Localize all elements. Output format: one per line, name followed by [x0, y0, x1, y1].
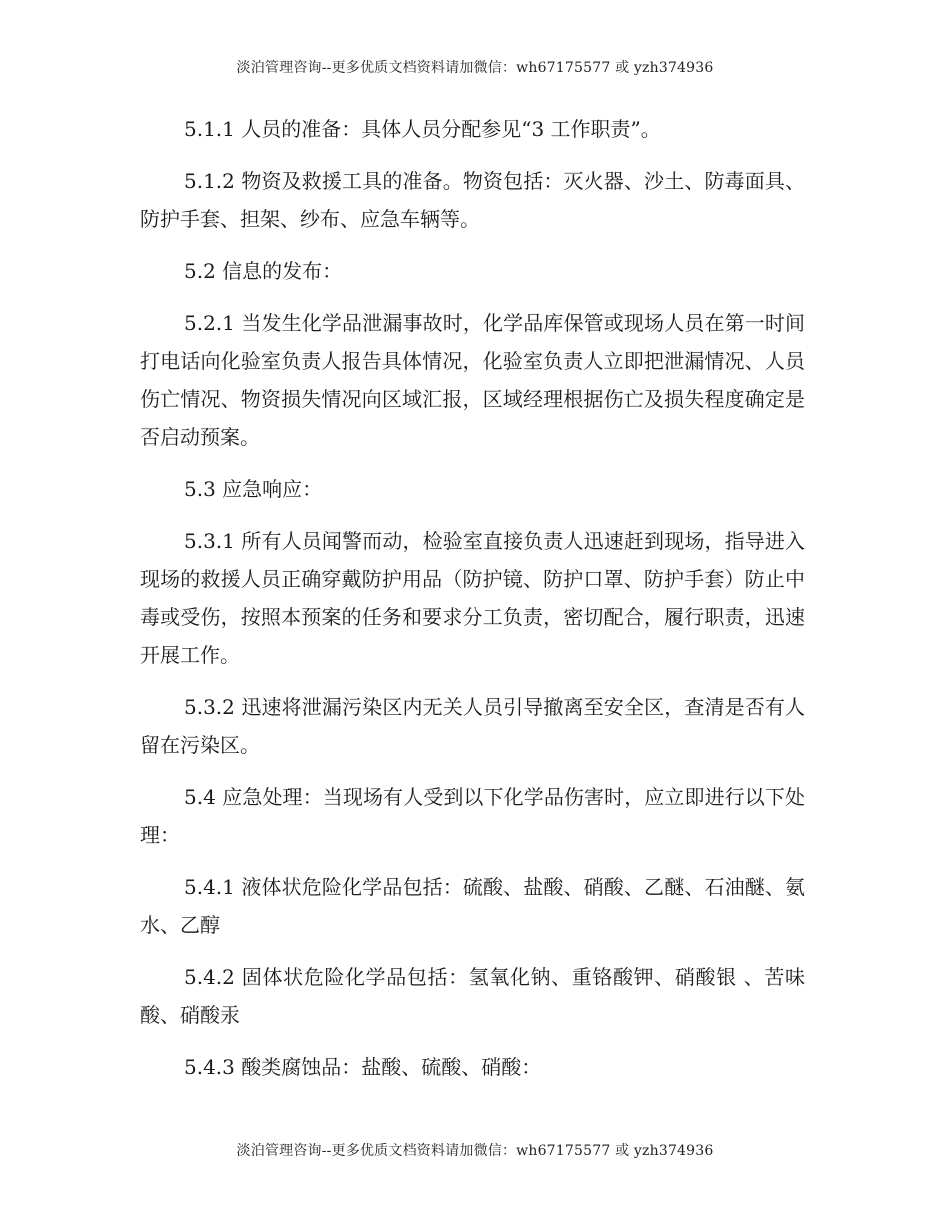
page-header: 淡泊管理咨询--更多优质文档资料请加微信：wh67175577 或 yzh374936	[236, 60, 714, 76]
paragraph-5-3: 5.3 应急响应：	[184, 477, 323, 501]
paragraph-5-4-3: 5.4.3 酸类腐蚀品：盐酸、硫酸、硝酸：	[184, 1055, 542, 1079]
paragraph-5-2-1: 5.2.1 当发生化学品泄漏事故时，化学品库保管或现场人员在第一时间打电话向化验室负责人报告具体情况，化验室负责人立即把泄漏情况、人员伤亡情况、物资损失情况向区域汇报，区域经理根据伤亡及损失程度确定是否启动预案。	[140, 311, 805, 449]
paragraph-5-3-2: 5.3.2 迅速将泄漏污染区内无关人员引导撤离至安全区，查清是否有人留在污染区。	[140, 695, 805, 757]
paragraph-5-4: 5.4 应急处理：当现场有人受到以下化学品伤害时，应立即进行以下处理：	[140, 785, 805, 847]
paragraph-5-1-2: 5.1.2 物资及救援工具的准备。物资包括：灭火器、沙土、防毒面具、防护手套、担架、纱布、应急车辆等。	[140, 169, 805, 231]
paragraph-5-3-1: 5.3.1 所有人员闻警而动，检验室直接负责人迅速赶到现场，指导进入现场的救援人员正确穿戴防护用品（防护镜、防护口罩、防护手套）防止中毒或受伤，按照本预案的任务和要求分工负责，密切配合，履行职责，迅速开展工作。	[140, 529, 805, 667]
document-body	[140, 110, 805, 1100]
paragraph-5-4-1: 5.4.1 液体状危险化学品包括：硫酸、盐酸、硝酸、乙醚、石油醚、氨水、乙醇	[140, 875, 805, 937]
paragraph-5-1-1: 5.1.1 人员的准备：具体人员分配参见“3 工作职责”。	[184, 117, 661, 141]
paragraph-5-2: 5.2 信息的发布：	[184, 259, 343, 283]
page-footer: 淡泊管理咨询--更多优质文档资料请加微信：wh67175577 或 yzh374936	[236, 1143, 714, 1159]
paragraph-5-4-2: 5.4.2 固体状危险化学品包括：氢氧化钠、重铬酸钾、硝酸银 、苦味酸、硝酸汞	[140, 965, 805, 1027]
